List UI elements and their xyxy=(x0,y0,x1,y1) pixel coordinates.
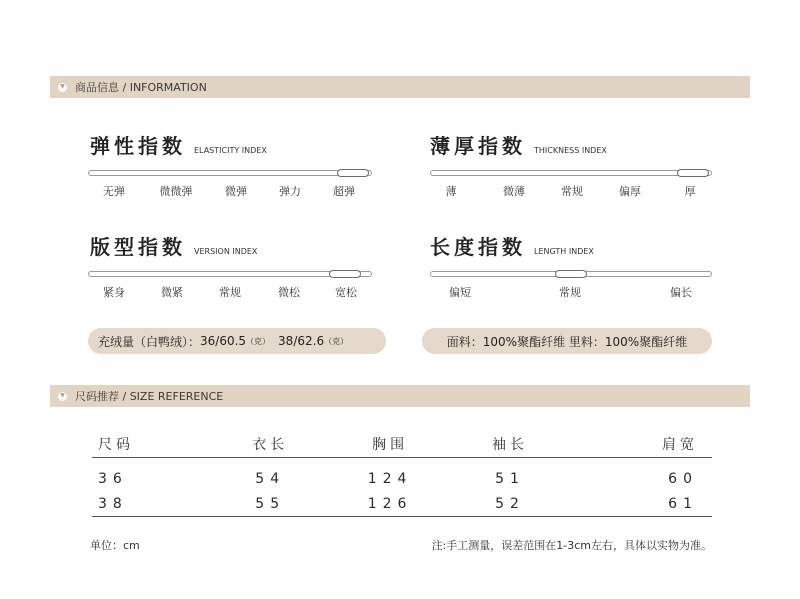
elasticity-option: 弹力 xyxy=(279,185,301,198)
size-reference-header-label: 尺码推荐 / SIZE REFERENCE xyxy=(75,390,224,403)
length-title xyxy=(430,231,594,260)
version-option: 紧身 xyxy=(103,286,125,299)
filling-value-38: 38/62.6 xyxy=(278,334,325,348)
thickness-option: 微薄 xyxy=(503,185,525,198)
length-option: 偏短 xyxy=(449,286,471,299)
length-option: 偏长 xyxy=(670,286,692,299)
elasticity-title-en: ELASTICITY INDEX xyxy=(194,146,267,155)
information-header-label: 商品信息 / INFORMATION xyxy=(75,81,207,94)
table-cell: 61 xyxy=(563,491,712,517)
chevron-down-icon: ▼ xyxy=(58,392,67,401)
chevron-down-icon: ▼ xyxy=(58,83,67,92)
version-title-en: VERSION INDEX xyxy=(194,247,258,256)
thickness-title-cn: 薄厚指数 xyxy=(430,134,526,158)
version-option: 常规 xyxy=(219,286,241,299)
size-table-header: 胸围 xyxy=(324,431,457,458)
unit-note: 单位：cm xyxy=(90,539,140,552)
table-cell: 126 xyxy=(324,491,457,517)
table-cell: 60 xyxy=(668,470,698,487)
material-text: 面料：100%聚酯纤维 里料：100%聚酯纤维 xyxy=(446,334,688,349)
length-slider-knob xyxy=(555,270,587,278)
filling-label: 充绒量（白鸭绒）： xyxy=(98,334,201,349)
elasticity-title-cn: 弹性指数 xyxy=(90,134,186,158)
version-title-cn: 版型指数 xyxy=(90,235,186,259)
thickness-option: 常规 xyxy=(561,185,583,198)
table-cell: 38 xyxy=(92,491,217,517)
elasticity-slider-knob xyxy=(337,169,369,177)
size-table xyxy=(92,431,712,517)
table-cell: 124 xyxy=(367,470,413,487)
table-row xyxy=(92,458,712,492)
material-pill xyxy=(422,328,712,354)
table-cell: 54 xyxy=(255,470,286,487)
elasticity-option: 微微弹 xyxy=(159,185,193,198)
thickness-option: 偏厚 xyxy=(619,185,641,198)
table-cell: 52 xyxy=(457,491,564,517)
thickness-option: 薄 xyxy=(445,185,457,198)
thickness-title xyxy=(430,130,607,159)
elasticity-title xyxy=(90,130,267,159)
size-table-header: 袖长 xyxy=(457,431,564,458)
table-row xyxy=(92,491,712,517)
elasticity-option: 无弹 xyxy=(103,185,125,198)
measurement-note: 注:手工测量，误差范围在1-3cm左右，具体以实物为准。 xyxy=(431,539,712,552)
elasticity-option: 微弹 xyxy=(225,185,247,198)
elasticity-slider xyxy=(88,170,372,176)
thickness-slider xyxy=(430,170,712,176)
information-header-band xyxy=(50,76,750,98)
filling-unit-36: （克） xyxy=(246,336,271,346)
size-reference-header-band xyxy=(50,385,750,407)
length-slider xyxy=(430,271,712,277)
size-table-header: 肩宽 xyxy=(563,431,712,458)
thickness-slider-knob xyxy=(677,169,709,177)
version-option: 宽松 xyxy=(335,286,357,299)
version-slider-knob xyxy=(329,270,361,278)
length-option: 常规 xyxy=(559,286,581,299)
thickness-option: 厚 xyxy=(684,185,696,198)
length-title-cn: 长度指数 xyxy=(430,235,526,259)
size-table-header-row xyxy=(92,431,712,458)
size-table-header: 衣长 xyxy=(217,431,324,458)
version-slider xyxy=(88,271,372,277)
version-title xyxy=(90,231,257,260)
length-title-en: LENGTH INDEX xyxy=(534,247,594,256)
table-cell: 36 xyxy=(98,470,128,487)
filling-amount-pill xyxy=(88,328,386,354)
size-table-header: 尺码 xyxy=(92,431,217,458)
filling-value-36: 36/60.5 xyxy=(200,334,247,348)
elasticity-option: 超弹 xyxy=(333,185,355,198)
thickness-title-en: THICKNESS INDEX xyxy=(534,146,607,155)
table-cell: 51 xyxy=(495,470,525,487)
table-cell: 55 xyxy=(217,491,324,517)
version-option: 微紧 xyxy=(161,286,183,299)
filling-unit-38: （克） xyxy=(324,336,349,346)
version-option: 微松 xyxy=(278,286,300,299)
